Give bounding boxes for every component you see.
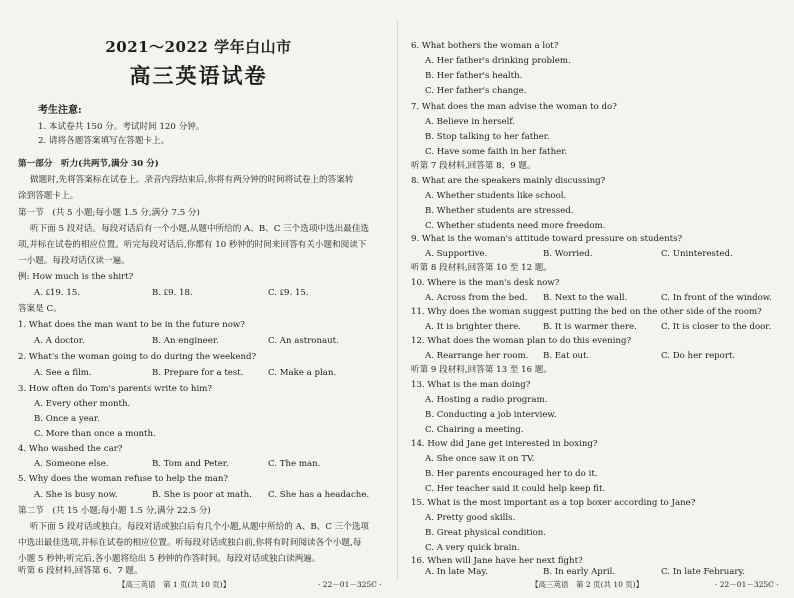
material-instruction: 听第 9 段材料,回答第 13 至 16 题。	[411, 365, 552, 375]
right-page	[397, 0, 794, 598]
section1-intro-line: 听下面 5 段对话。每段对话后有一个小题,从题中所给的 A、B、C 三个选项中选出最佳选	[30, 224, 370, 234]
q11-option-c: C. It is closer to the door.	[661, 322, 772, 332]
q10-option-a: A. Across from the bed.	[425, 293, 528, 303]
example-option-c: C. ₤9. 15.	[268, 288, 309, 298]
q13-option-a: A. Hosting a radio program.	[425, 395, 548, 405]
q16-option-c: C. In late February.	[661, 567, 745, 577]
section2-intro-line: 小题 5 秒钟;听完后,各小题将给出 5 秒钟的作答时间。每段对话或独白读两遍。	[18, 554, 321, 564]
q8-option-c: C. Whether students need more freedom.	[425, 221, 606, 231]
material-instruction: 听第 8 段材料,回答第 10 至 12 题。	[411, 263, 552, 273]
notice-item: 2. 请将各题答案填写在答题卡上。	[38, 136, 170, 146]
q7-option-c: C. Have some faith in her father.	[425, 147, 568, 157]
part1-intro-line: 涂到答题卡上。	[18, 191, 79, 201]
q12-option-c: C. Do her report.	[661, 351, 736, 361]
example-option-b: B. ₤9. 18.	[152, 288, 193, 298]
question-16: 16. When will Jane have her next fight?	[411, 556, 583, 566]
question-12: 12. What does the woman plan to do this evening?	[411, 336, 632, 346]
q10-option-c: C. In front of the window.	[661, 293, 772, 303]
q4-option-c: C. The man.	[268, 459, 321, 469]
q14-option-a: A. She once saw it on TV.	[425, 454, 535, 464]
q1-option-b: B. An engineer.	[152, 336, 219, 346]
q16-option-a: A. In late May.	[425, 567, 488, 577]
q8-option-b: B. Whether students are stressed.	[425, 206, 574, 216]
q5-option-a: A. She is busy now.	[34, 490, 118, 500]
exam-title: 高三英语试卷	[129, 63, 268, 88]
exam-title-year: 2021～2022 学年白山市	[105, 38, 292, 56]
question-4: 4. Who washed the car?	[18, 444, 123, 454]
notice-item: 1. 本试卷共 150 分。考试时间 120 分钟。	[38, 122, 205, 132]
part1-intro-line: 做题时,先将答案标在试卷上。录音内容结束后,你将有两分钟的时间将试卷上的答案转	[30, 175, 354, 185]
q12-option-b: B. Eat out.	[543, 351, 590, 361]
q11-option-b: B. It is warmer there.	[543, 322, 637, 332]
section2-intro-line: 中选出最佳选项,并标在试卷的相应位置。听每段对话或独白前,你将有时间阅读各个小题,每	[18, 538, 362, 548]
q16-option-b: B. In early April.	[543, 567, 616, 577]
q10-option-b: B. Next to the wall.	[543, 293, 628, 303]
q6-option-a: A. Her father's drinking problem.	[425, 56, 571, 66]
q2-option-c: C. Make a plan.	[268, 368, 337, 378]
q7-option-a: A. Believe in herself.	[425, 117, 515, 127]
question-9: 9. What is the woman's attitude toward pressure on students?	[411, 234, 683, 244]
page-footer-label: 【高三英语 第 2 页(共 10 页)】	[531, 580, 644, 589]
q3-option-a: A. Every other month.	[34, 399, 131, 409]
section2-intro-line: 听下面 5 段对话或独白。每段对话或独白后有几个小题,从题中所给的 A、B、C 三个选项	[30, 522, 370, 532]
q3-option-b: B. Once a year.	[34, 414, 100, 424]
page-footer-code: · 22－01－325C ·	[318, 580, 382, 589]
q4-option-b: B. Tom and Peter.	[152, 459, 229, 469]
q9-option-a: A. Supportive.	[425, 249, 488, 259]
question-1: 1. What does the man want to be in the future now?	[18, 320, 245, 330]
q13-option-b: B. Conducting a job interview.	[425, 410, 557, 420]
example-answer: 答案是 C。	[18, 304, 62, 314]
section1-intro-line: 一小题。每段对话仅读一遍。	[18, 256, 130, 266]
q15-option-a: A. Pretty good skills.	[425, 513, 516, 523]
q6-option-c: C. Her father's change.	[425, 86, 527, 96]
q2-option-b: B. Prepare for a test.	[152, 368, 244, 378]
q14-option-b: B. Her parents encouraged her to do it.	[425, 469, 598, 479]
q15-option-b: B. Great physical condition.	[425, 528, 547, 538]
q7-option-b: B. Stop talking to her father.	[425, 132, 550, 142]
q5-option-b: B. She is poor at math.	[152, 490, 252, 500]
q5-option-c: C. She has a headache.	[268, 490, 370, 500]
material-instruction: 听第 6 段材料,回答第 6、7 题。	[18, 566, 143, 576]
q11-option-a: A. It is brighter there.	[425, 322, 521, 332]
section1-intro-line: 项,并标在试卷的相应位置。听完每段对话后,你都有 10 秒钟的时间来回答有关小题和阅读下	[18, 240, 367, 250]
example-option-a: A. ₤19. 15.	[34, 288, 81, 298]
question-10: 10. Where is the man's desk now?	[411, 278, 560, 288]
question-13: 13. What is the man doing?	[411, 380, 531, 390]
material-instruction: 听第 7 段材料,回答第 8、9 题。	[411, 161, 536, 171]
q2-option-a: A. See a film.	[34, 368, 92, 378]
question-14: 14. How did Jane get interested in boxing?	[411, 439, 598, 449]
section2-heading: 第二节 (共 15 小题;每小题 1.5 分,满分 22.5 分)	[18, 506, 211, 516]
question-2: 2. What's the woman going to do during the weekend?	[18, 352, 257, 362]
q6-option-b: B. Her father's health.	[425, 71, 523, 81]
page-footer-code: · 22－01－325C ·	[715, 580, 779, 589]
q9-option-b: B. Worried.	[543, 249, 593, 259]
q12-option-a: A. Rearrange her room.	[425, 351, 529, 361]
question-11: 11. Why does the woman suggest putting the bed on the other side of the room?	[411, 307, 762, 317]
question-6: 6. What bothers the woman a lot?	[411, 41, 559, 51]
question-3: 3. How often do Tom's parents write to him?	[18, 384, 212, 394]
example-question: 例: How much is the shirt?	[18, 272, 134, 282]
q15-option-c: C. A very quick brain.	[425, 543, 520, 553]
q4-option-a: A. Someone else.	[34, 459, 109, 469]
part1-heading: 第一部分 听力(共两节,满分 30 分)	[18, 159, 159, 169]
q8-option-a: A. Whether students like school.	[425, 191, 567, 201]
question-15: 15. What is the most important as a top boxer according to Jane?	[411, 498, 696, 508]
page-footer-label: 【高三英语 第 1 页(共 10 页)】	[118, 580, 231, 589]
question-5: 5. Why does the woman refuse to help the man?	[18, 474, 228, 484]
notice-box	[38, 104, 378, 148]
q9-option-c: C. Uninterested.	[661, 249, 733, 259]
q3-option-c: C. More than once a month.	[34, 429, 156, 439]
q1-option-a: A. A doctor.	[34, 336, 85, 346]
q14-option-c: C. Her teacher said it could help keep fit.	[425, 484, 606, 494]
question-7: 7. What does the man advise the woman to do?	[411, 102, 617, 112]
notice-heading: 考生注意:	[38, 105, 82, 116]
q13-option-c: C. Chairing a meeting.	[425, 425, 524, 435]
question-8: 8. What are the speakers mainly discussing?	[411, 176, 606, 186]
q1-option-c: C. An astronaut.	[268, 336, 339, 346]
section1-heading: 第一节 (共 5 小题;每小题 1.5 分,满分 7.5 分)	[18, 208, 200, 218]
